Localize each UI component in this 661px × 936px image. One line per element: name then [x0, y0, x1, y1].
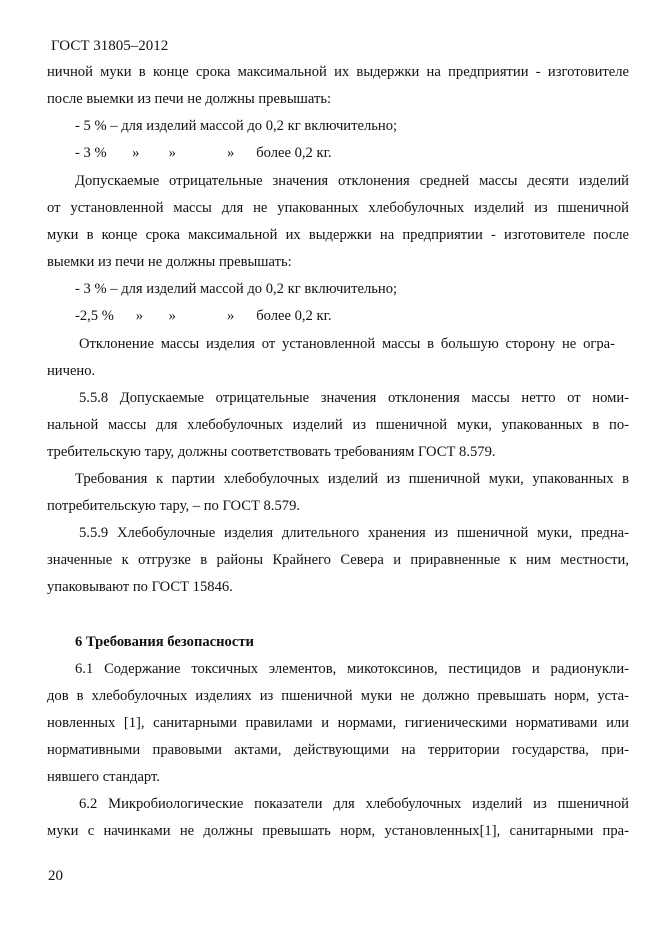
- text-line: выемки из печи не должны превышать:: [47, 254, 292, 270]
- text-line: муки в конце срока максимальной их выдержки на предприятии - изготовителе после: [47, 227, 629, 243]
- text-line: Допускаемые отрицательные значения отклонения средней массы десяти изделий: [75, 173, 629, 189]
- text-line: значенные к отгрузке в районы Крайнего Севера и приравненные к ним местности,: [47, 552, 629, 568]
- text-line: упаковывают по ГОСТ 15846.: [47, 579, 233, 595]
- text-line: Отклонение массы изделия от установленной массы в большую сторону не огра-: [79, 336, 615, 352]
- text-line: нявшего стандарт.: [47, 769, 160, 785]
- text-line: 6.2 Микробиологические показатели для хлебобулочных изделий из пшеничной: [79, 796, 629, 812]
- page-number: 20: [48, 868, 63, 884]
- text-line: 5.5.8 Допускаемые отрицательные значения отклонения массы нетто от номи-: [79, 390, 629, 406]
- text-line: потребительскую тару, – по ГОСТ 8.579.: [47, 498, 301, 514]
- text-line: 5.5.9 Хлебобулочные изделия длительного хранения из пшеничной муки, предна-: [79, 525, 629, 541]
- text-line: ничной муки в конце срока максимальной их выдержки на предприятии - изготовителе: [47, 64, 629, 80]
- section-heading: 6 Требования безопасности: [75, 634, 254, 650]
- text-line: дов в хлебобулочных изделиях из пшеничной муки не должно превышать норм, уста-: [47, 688, 629, 704]
- text-line: новленных [1], санитарными правилами и нормами, гигиеническими нормативами или: [47, 715, 629, 731]
- list-item: -2,5 % » » » более 0,2 кг.: [75, 308, 332, 324]
- text-line: Требования к партии хлебобулочных изделий из пшеничной муки, упакованных в: [75, 471, 629, 487]
- text-line: муки с начинками не должны превышать норм, установленных[1], санитарными пра-: [47, 823, 629, 839]
- text-line: ничено.: [47, 363, 96, 379]
- text-line: от установленной массы для не упакованных хлебобулочных изделий из пшеничной: [47, 200, 629, 216]
- text-line: нальной массы для хлебобулочных изделий из пшеничной муки, упакованных в по-: [47, 417, 629, 433]
- list-item: - 5 % – для изделий массой до 0,2 кг включительно;: [75, 118, 398, 134]
- text-line: требительскую тару, должны соответствовать требованиям ГОСТ 8.579.: [47, 444, 496, 460]
- text-line: после выемки из печи не должны превышать:: [47, 91, 332, 107]
- standard-header: ГОСТ 31805–2012: [51, 38, 169, 54]
- list-item: - 3 % – для изделий массой до 0,2 кг включительно;: [75, 281, 398, 297]
- text-line: 6.1 Содержание токсичных элементов, микотоксинов, пестицидов и радионукли-: [75, 661, 629, 677]
- text-line: нормативными правовыми актами, действующими на территории государства, при-: [47, 742, 629, 758]
- list-item: - 3 % » » » более 0,2 кг.: [75, 145, 332, 161]
